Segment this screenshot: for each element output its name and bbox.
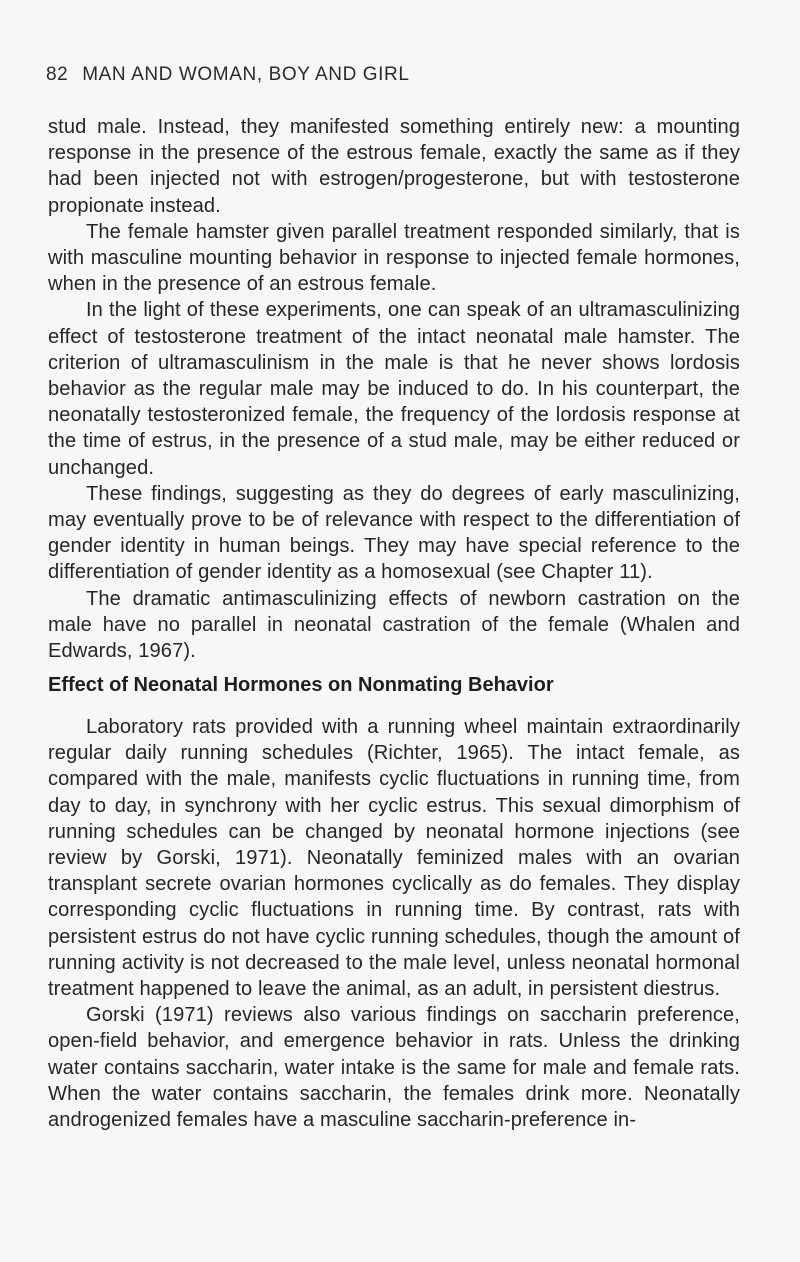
paragraph: Laboratory rats provided with a running wheel maintain extraordinarily regular daily running schedules (Richter, 1965). The intact female, as compared with the male, manifests cyclic fluctuations in running time, from day to day, in synchrony with her cyclic estrus. This sexual dimorphism of running schedules can be changed by neonatal hormone injections (see review by Gorski, 1971). Neonatally feminized males with an ovarian transplant secrete ovarian hormones cyclically as do females. They display corresponding cyclic fluctuations in running time. By contrast, rats with persistent estrus do not have cyclic running schedules, though the amount of running activity is not decreased to the male level, unless neonatal hormonal treatment happened to leave the animal, as an adult, in persistent diestrus. bbox=[48, 716, 740, 1001]
paragraph: In the light of these experiments, one can speak of an ultramasculinizing effect of testosterone treatment of the intact neonatal male hamster. The criterion of ultramasculinism in the male is that he never shows lordosis behavior as the regular male may be induced to do. In his counterpart, the neonatally testosteronized female, the frequency of the lordosis response at the time of estrus, in the presence of a stud male, may be either reduced or unchanged. bbox=[48, 299, 740, 479]
paragraph: stud male. Instead, they manifested something entirely new: a mounting response in the presence of the estrous female, exactly the same as if they had been injected not with estrogen/progesterone, but with testosterone propionate instead. bbox=[48, 116, 740, 217]
paragraph: These findings, suggesting as they do degrees of early masculinizing, may eventually prove to be of relevance with respect to the differentiation of gender identity in human beings. They may have special reference to the differentiation of gender identity as a homosexual (see Chapter 11). bbox=[48, 482, 740, 584]
page-number: 82 bbox=[46, 64, 69, 85]
section-heading: Effect of Neonatal Hormones on Nonmating Behavior bbox=[48, 674, 554, 696]
running-title: MAN AND WOMAN, BOY AND GIRL bbox=[82, 64, 410, 85]
running-head bbox=[46, 64, 410, 86]
paragraph: The dramatic antimasculinizing effects of newborn castration on the male have no parallel in neonatal castration of the female (Whalen and Edwards, 1967). bbox=[48, 587, 740, 663]
section-2-body bbox=[48, 714, 740, 1133]
paragraph: The female hamster given parallel treatment responded similarly, that is with masculine mounting behavior in response to injected female hormones, when in the presence of an estrous female. bbox=[48, 220, 740, 296]
paragraph: Gorski (1971) reviews also various findings on saccharin preference, open-field behavior, and emergence behavior in rats. Unless the drinking water contains saccharin, water intake is the same for male and female rats. When the water contains saccharin, the females drink more. Neonatally androgenized females have a masculine saccharin-preference in- bbox=[48, 1004, 740, 1132]
section-1-body bbox=[48, 114, 740, 664]
